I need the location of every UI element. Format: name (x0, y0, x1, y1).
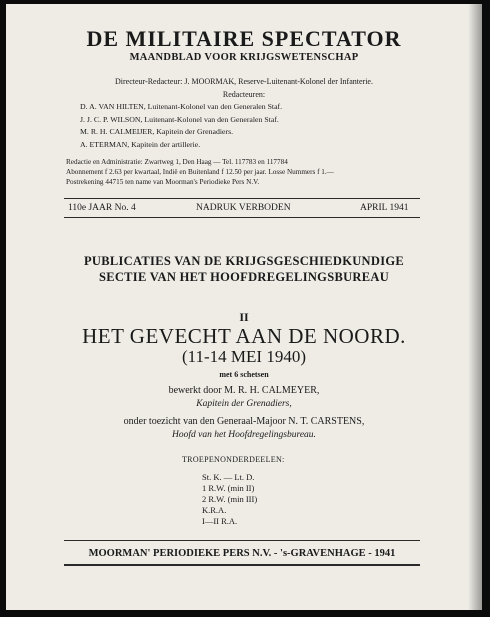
author-rank: Kapitein der Grenadiers, (196, 399, 292, 409)
troop-unit: St. K. — Lt. D. (202, 472, 255, 482)
masthead-subtitle: MAANDBLAD VOOR KRIJGSWETENSCHAP (129, 52, 359, 63)
troop-unit: I—II R.A. (202, 516, 238, 526)
issue-date: APRIL 1941 (360, 203, 409, 213)
troop-unit: 1 R.W. (min II) (202, 483, 255, 493)
troop-unit: 2 R.W. (min III) (202, 494, 258, 504)
main-title: HET GEVECHT AAN DE NOORD. (82, 324, 406, 348)
sketches-note: met 6 schetsen (219, 370, 269, 379)
admin-line: Redactie en Administratie: Zwartweg 1, Den Haag — Tel. 117783 en 117784 (66, 158, 288, 166)
publication-heading-line1: PUBLICATIES VAN DE KRIJGSGESCHIEDKUNDIGE (83, 254, 405, 268)
redacteur-item: J. J. C. P. WILSON, Luitenant-Kolonel van den Generalen Staf. (80, 115, 279, 124)
troop-unit: K.R.A. (202, 505, 227, 515)
supervisor-role: Hoofd van het Hoofdregelingsbureau. (172, 430, 316, 440)
issue-notice: NADRUK VERBODEN (196, 203, 291, 213)
page-edge-shadow (468, 4, 482, 610)
author-line: bewerkt door M. R. H. CALMEYER, (168, 385, 320, 396)
supervisor-line: onder toezicht van den Generaal-Majoor N. T. CARSTENS, (123, 416, 365, 427)
divider (64, 217, 420, 218)
directeur-line: Directeur-Redacteur: J. MOORMAK, Reserve-Luitenant-Kolonel der Infanterie. (115, 77, 373, 86)
divider (64, 564, 420, 566)
redacteur-item: A. ETERMAN, Kapitein der artillerie. (80, 140, 201, 149)
issue-volume: 110e JAAR No. 4 (68, 203, 136, 213)
divider (64, 540, 420, 541)
troops-heading: TROEPENONDERDEELEN: (182, 455, 285, 464)
masthead-title: DE MILITAIRE SPECTATOR (86, 26, 402, 51)
date-range: (11-14 MEI 1940) (181, 347, 306, 366)
redacteurs-heading: Redacteuren: (222, 90, 266, 99)
redacteur-item: M. R. H. CALMEIJER, Kapitein der Grenadiers. (80, 127, 234, 136)
admin-line: Postrekening 44715 ten name van Moorman's Periodieke Pers N.V. (66, 178, 260, 186)
document-page (6, 4, 482, 610)
publication-heading-line2: SECTIE VAN HET HOOFDREGELINGSBUREAU (98, 270, 390, 284)
publisher-footer: MOORMAN' PERIODIEKE PERS N.V. - 's-GRAVENHAGE - 1941 (88, 548, 396, 559)
divider (64, 198, 420, 199)
part-number: II (239, 310, 249, 324)
redacteur-item: D. A. VAN HILTEN, Luitenant-Kolonel van den Generalen Staf. (80, 102, 283, 111)
admin-line: Abonnement f 2.63 per kwartaal, Indië en Buitenland f 12.50 per jaar. Losse Nummers f 1.— (66, 168, 334, 176)
